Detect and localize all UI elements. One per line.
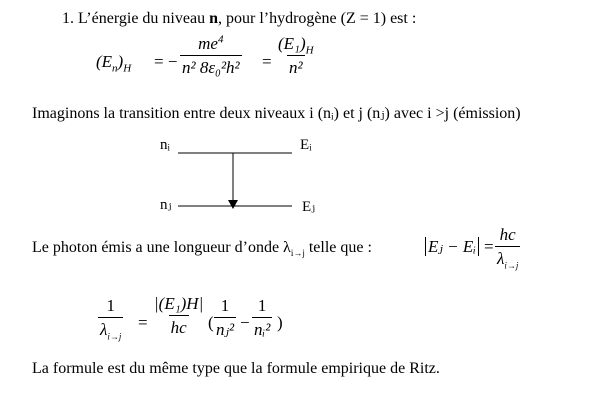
label-nj: nⱼ [160, 197, 172, 213]
eq2-minus: − [240, 313, 250, 332]
intro-text-after: , pour l’hydrogène (Z = 1) est : [217, 10, 417, 27]
eq2-paren-close: ) [277, 313, 283, 332]
eq1-den1: n² 8ε₀²h² [180, 55, 242, 76]
eq2-fraction-ni: $\frac{1}{\text{nᵢ²}}$ [254, 296, 271, 339]
label-ni: nᵢ [160, 137, 170, 153]
eq2-paren-open: ( [208, 313, 214, 332]
eq1-equals: = [262, 52, 272, 71]
eq1-equals-minus: = − [154, 52, 178, 71]
label-ej: Eⱼ [302, 199, 316, 215]
intro-text-before: 1. L’énergie du niveau [62, 10, 210, 27]
eq2-fraction-lambda: $\frac{1}{\lambda_{i\to j}}$ [100, 296, 122, 342]
eq1-fraction-2: $\frac{(E_1)_H}{\text{n²}}$ [278, 34, 314, 77]
label-ei: Eᵢ [300, 137, 312, 153]
eq1-lhs: $(E_n)_H$ [96, 52, 132, 75]
photon-line: Le photon émis a une longueur d’onde $\lambda_{i\to j}$ telle que : [32, 239, 372, 259]
eq1-den2: n² [287, 55, 305, 76]
eq2-fraction-nj: $\frac{1}{\text{nⱼ²}}$ [216, 296, 235, 339]
intro-bold-n: n [209, 10, 218, 27]
transition-arrow-head [228, 200, 238, 209]
conclusion-line: La formule est du même type que la formule empirique de Ritz. [32, 360, 440, 377]
abs-energy-difference: Eⱼ − Eᵢ [425, 238, 479, 255]
eq1-fraction-1: $\frac{me^4}{\text{n² 8ε₀²h²}}$ [182, 33, 240, 77]
transition-line: Imaginons la transition entre deux niveaux i (nᵢ) et j (nⱼ) avec i >j (émission) [32, 105, 521, 122]
eq2-equals: = [138, 313, 148, 332]
photon-equals: = [484, 237, 494, 256]
photon-fraction: $\frac{hc}{\lambda_{i\to j}}$ [497, 225, 519, 271]
eq2-fraction-energy: $\frac{\text{|(E₁)H|}}{hc}$ [154, 294, 204, 337]
